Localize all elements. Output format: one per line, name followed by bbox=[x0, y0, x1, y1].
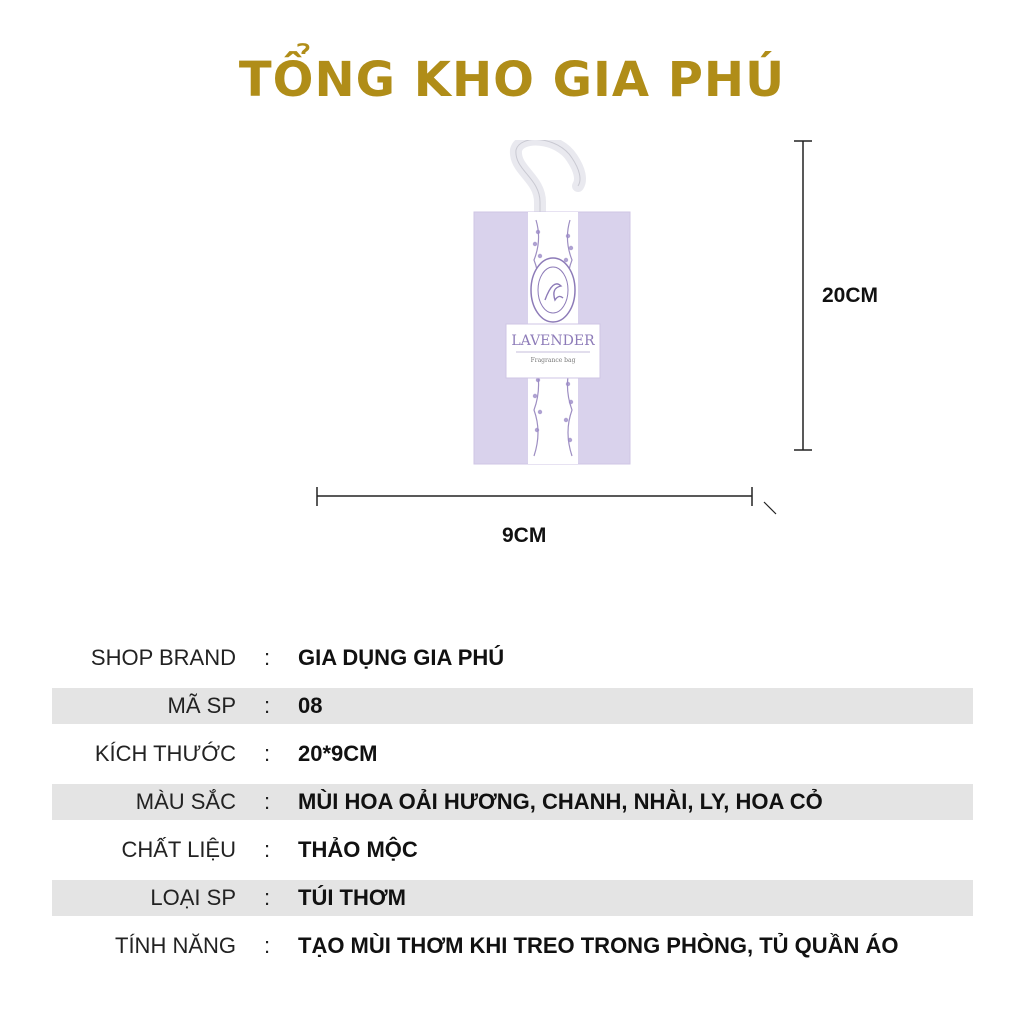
spec-key: MÀU SẮC bbox=[135, 789, 236, 814]
spec-sep: : bbox=[263, 885, 271, 910]
spec-sep: : bbox=[263, 693, 271, 718]
spec-row-type bbox=[52, 880, 973, 916]
spec-key: KÍCH THƯỚC bbox=[94, 741, 236, 766]
spec-value: TÚI THƠM bbox=[298, 885, 406, 910]
height-label: 20CM bbox=[822, 284, 879, 307]
spec-value: MÙI HOA OẢI HƯƠNG, CHANH, NHÀI, LY, HOA CỎ bbox=[298, 789, 823, 814]
spec-value: 20*9CM bbox=[298, 741, 378, 766]
product-sub-text: Fragrance bag bbox=[530, 357, 576, 364]
spec-row-brand bbox=[52, 640, 973, 676]
spec-key: TÍNH NĂNG bbox=[115, 933, 236, 958]
spec-value: 08 bbox=[298, 693, 323, 718]
height-dimension-line bbox=[790, 138, 820, 454]
spec-row-color bbox=[52, 784, 973, 820]
spec-row-material bbox=[52, 832, 973, 868]
spec-row-code bbox=[52, 688, 973, 724]
spec-key: LOẠI SP bbox=[150, 885, 236, 910]
spec-row-feature bbox=[52, 928, 973, 964]
spec-value: GIA DỤNG GIA PHÚ bbox=[298, 645, 505, 670]
spec-value: THẢO MỘC bbox=[298, 837, 418, 862]
spec-sep: : bbox=[263, 837, 271, 862]
spec-sep: : bbox=[263, 645, 271, 670]
width-dimension-line bbox=[312, 484, 782, 520]
page-title: TỔNG KHO GIA PHÚ bbox=[238, 52, 786, 108]
spec-key: CHẤT LIỆU bbox=[121, 837, 236, 862]
spec-row-size bbox=[52, 736, 973, 772]
spec-sep: : bbox=[263, 741, 271, 766]
spec-sep: : bbox=[263, 789, 271, 814]
spec-table bbox=[52, 640, 973, 976]
spec-value: TẠO MÙI THƠM KHI TREO TRONG PHÒNG, TỦ QUẦN ÁO bbox=[298, 933, 899, 958]
spec-key: SHOP BRAND bbox=[90, 645, 236, 670]
width-label: 9CM bbox=[502, 524, 547, 547]
lavender-sachet-image bbox=[440, 140, 660, 475]
product-label: LAVENDER bbox=[511, 333, 595, 349]
spec-sep: : bbox=[263, 933, 271, 958]
spec-key: MÃ SP bbox=[167, 693, 236, 718]
